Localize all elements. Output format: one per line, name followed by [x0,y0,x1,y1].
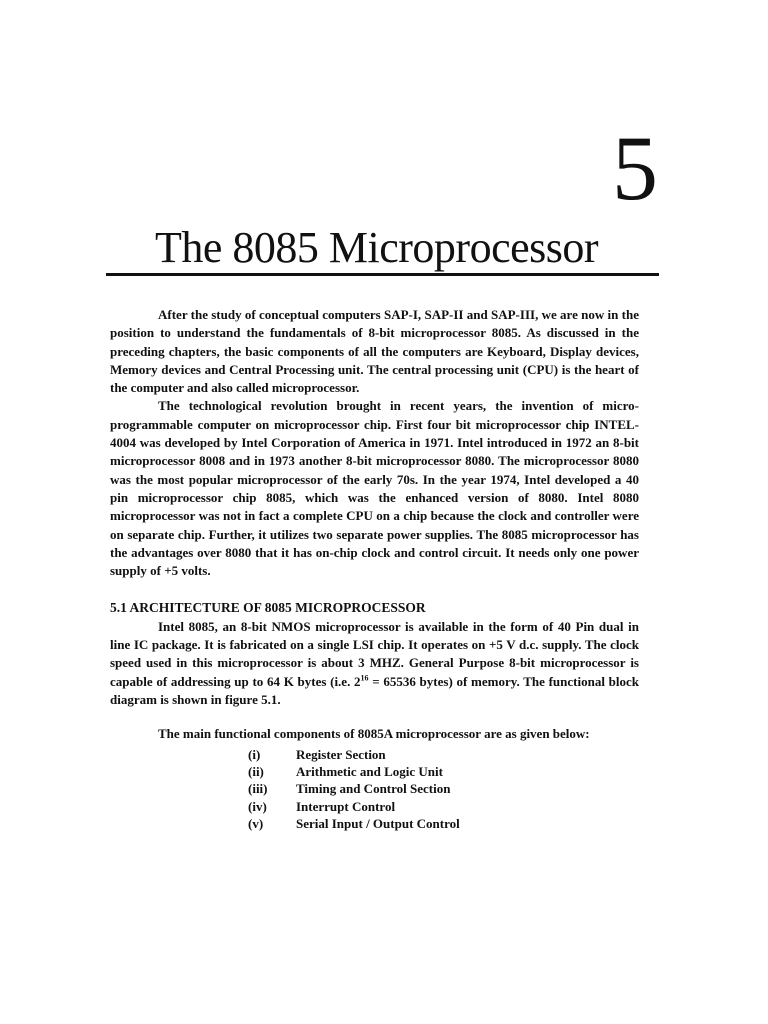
chapter-number: 5 [612,117,658,219]
list-item [248,763,639,780]
chapter-title: The 8085 Microprocessor [155,223,599,272]
body-text [110,306,639,833]
architecture-text-b: = 65536 bytes) of memory. The functional block diagram is shown in figure 5.1. [110,673,639,707]
list-item-label: Register Section [296,746,386,762]
list-item-label: Interrupt Control [296,798,396,814]
list-item-label: Serial Input / Output Control [296,816,460,832]
paragraph-history: The technological revolution brought in recent years, the invention of micro-programmable computer on microprocessor chip. First four bit microprocessor chip INTEL-4004 was developed by Intel Corporation of America in 1971. Intel introduced in 1972 an 8-bit microprocessor 8008 and in 1973 another 8-bit microprocessor 8080. The microprocessor 8080 was the most popular microprocessor of the early 70s. In the year 1974, Intel developed a 40 pin microprocessor chip 8085, which was the enhanced version of 8080. Intel 8080 microprocessor was not in fact a complete CPU on a chip because the clock and controller were on separate chip. Further, it utilizes two separate power supplies. The 8085 microprocessor has the advantages over 8080 that it has on-chip clock and control circuit. It needs only one power supply of +5 volts. [110,398,639,579]
list-item-label: Arithmetic and Logic Unit [296,763,443,779]
list-item-label: Timing and Control Section [296,781,451,797]
list-item [248,780,639,797]
exponent: 16 [360,673,369,683]
list-item-number: (iii) [248,781,268,797]
title-rule [106,273,659,276]
architecture-text-a: Intel 8085, an 8-bit NMOS microprocessor is available in the form of 40 Pin dual in line IC package. It is fabricated on a single LSI chip. It operates on +5 V d.c. supply. The clock speed used in this microprocessor is about 3 MHZ. General Purpose 8-bit microprocessor is capable of addressing up to 64 K bytes (i.e. 2 [110,618,639,689]
section-heading: 5.1 ARCHITECTURE OF 8085 MICROPROCESSOR [110,600,426,616]
list-item-number: (ii) [248,763,264,779]
paragraph-architecture [110,618,639,709]
list-item-number: (i) [248,746,261,762]
list-item-number: (v) [248,816,264,832]
list-item [248,815,639,832]
list-item-number: (iv) [248,798,267,814]
list-item [248,798,639,815]
components-intro: The main functional components of 8085A microprocessor are as given below: [158,726,590,742]
components-list [248,746,639,833]
list-item [248,746,639,763]
paragraph-intro: After the study of conceptual computers SAP-I, SAP-II and SAP-III, we are now in the position to understand the fundamentals of 8-bit microprocessor 8085. As discussed in the preceding chapters, the basic components of all the computers are Keyboard, Display devices, Memory devices and Central Processing unit. The central processing unit (CPU) is the heart of the computer and also called microprocessor. [110,307,639,396]
